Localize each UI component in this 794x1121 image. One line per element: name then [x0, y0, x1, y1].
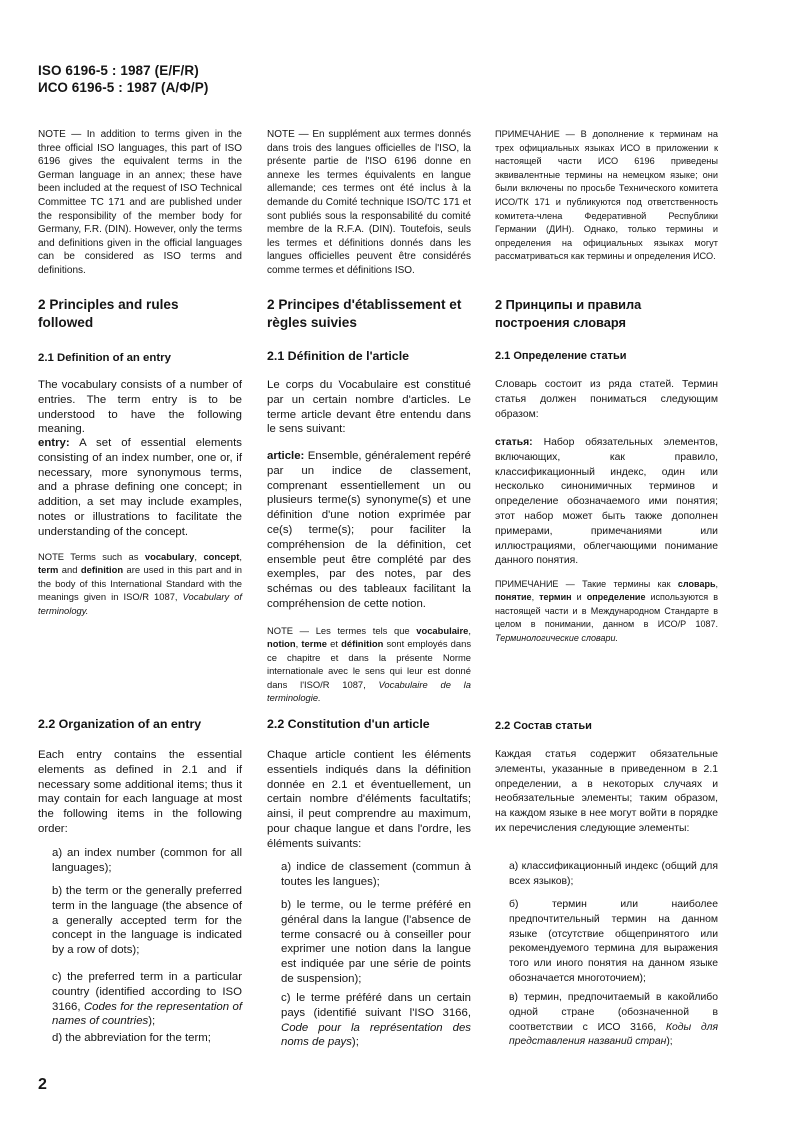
section-2-1-heading: 2.1 Définition de l'article: [267, 349, 410, 363]
section-2-heading: 2 Principes d'établissement et règles suivies: [267, 297, 462, 330]
terminology-note: NOTE Terms such as vocabulary, concept, term and definition are used in this part and in the body of this International Standard with the meanings given in ISO/R 1087, Vocabulary of terminology.: [38, 551, 243, 616]
intro-note: ПРИМЕЧАНИЕ — В дополнение к терминам на трех официальных языках ИСО в приложении к настоящей части ИСО 6196 приведены эквивалентные термины на немецком языке; они были включены по просьбе Технического комитета ИСО/ТК 171 и публикуются под ответственность комитета-члена Федеративной Республики Германии (ДИН). Однако, только термины и определения на официальных языках могут рассматриваться как термины и определения ИСО.: [495, 129, 718, 262]
list-item: а) классификационный индекс (общий для всех языков);: [509, 861, 718, 887]
entry-definition: entry: A set of essential elements consisting of an index number, one or, if necessary, more synonymous terms, and a phrase defining one concept; in addition, a set may include examples, notes or illustrations to facilitate the understanding of the concept.: [38, 437, 242, 538]
defined-term: entry:: [38, 437, 70, 449]
section-2-2-paragraph: Chaque article contient les éléments essentiels indiqués dans la définition donnée en 2.1 et éventuellement, un certain nombre d'éléments facultatifs; ainsi, il peut comprendre au maximum, pour chaque langue et dans l'ordre, les éléments suivants:: [267, 749, 471, 850]
section-2-heading: 2 Принципы и правила построения словаря: [495, 297, 642, 330]
header-standard-number: ISO 6196-5 : 1987 (E/F/R): [38, 63, 199, 78]
section-2-2-paragraph: Каждая статья содержит обязательные элементы, указанные в приведенном в 2.1 определении, а в некоторых случаях и необязательные элементы; таким образом, на каждом языке в нее могут войти в порядке их перечисления следующие элементы:: [495, 749, 718, 834]
list-item: c) le terme préféré dans un certain pays (identifié suivant l'ISO 3166, Code pour la représentation des noms de pays);: [281, 992, 471, 1049]
list-item: c) the preferred term in a particular country (identified according to ISO 3166, Codes for the representation of names of countries);: [52, 971, 242, 1028]
section-2-2-paragraph: Each entry contains the essential elements as defined in 2.1 and if necessary some additional items; thus it may contain for each language at most the following items in the following order:: [38, 749, 242, 835]
section-2-1-paragraph: Le corps du Vocabulaire est constitué par un certain nombre d'articles. Le terme article devant être entendu dans le sens suivant:: [267, 379, 471, 436]
section-2-2-heading: 2.2 Состав статьи: [495, 720, 592, 732]
section-2-2-heading: 2.2 Constitution d'un article: [267, 717, 430, 731]
list-item: b) the term or the generally preferred term in the language (the absence of a generally accepted term for the concept in the language is indicated by a row of dots);: [52, 885, 242, 957]
page-number: 2: [38, 1076, 47, 1093]
list-item: d) the abbreviation for the term;: [52, 1032, 211, 1044]
section-2-1-heading: 2.1 Definition of an entry: [38, 352, 171, 364]
intro-note: NOTE — En supplément aux termes donnés dans trois des langues officielles de l'ISO, la présente partie de l'ISO 6196 donne en annexe les termes équivalents en langue allemande; ces termes ont été inclus à la demande du Comité technique ISO/TC 171 et sont publiés sous la responsabilité du comité membre de la R.F.A. (DIN). Toutefois, seuls les termes et définitions donnés dans les langues officielles peuvent être considérés comme termes et définitions ISO.: [267, 129, 471, 276]
section-2-1-paragraph: The vocabulary consists of a number of entries. The term entry is to be understood to have the following meaning.: [38, 379, 242, 436]
list-item: a) indice de classement (commun à toutes les langues);: [281, 861, 471, 888]
document-header: [38, 62, 208, 96]
list-item: б) термин или наиболее предпочтительный термин на данном языке (отсутствие общепринятого или рекомендуемого термина для выражения того или иного понятия на данном языке обозначается многоточием);: [509, 899, 718, 984]
list-item: в) термин, предпочитаемый в какойлибо одной стране (обозначенной в соответствии с ИСО 3166, Коды для представления названий стран);: [509, 992, 718, 1048]
intro-note: NOTE — In addition to terms given in the three official ISO languages, this part of ISO 6196 gives the equivalent terms in the German language in an annex; these have been included at the request of ISO Technical Committee TC 171 and are published under the responsibility of the member body for Germany, F.R. (DIN). However, only the terms and definitions given in the official languages can be considered as ISO terms and definitions.: [38, 129, 242, 276]
entry-definition: article: Ensemble, généralement repéré par un indice de classement, comprenant essentiellement un ou plusieurs terme(s) synonyme(s) et une définition d'une notion exprimée par ce(s) terme(s); pour faciliter la compréhension de la définition, cet ensemble peut être complété par des exemples, par des notes, par des schémas ou des tableaux facilitant la compréhension de cette notion.: [267, 450, 471, 610]
header-standard-number-russian: ИСО 6196-5 : 1987 (А/Ф/Р): [38, 80, 209, 95]
terminology-note: ПРИМЕЧАНИЕ — Такие термины как словарь, понятие, термин и определение используются в настоящей части и в Международном Стандарте в целом в понимании, данном в ИСО/Р 1087. Терминологические словари.: [495, 579, 718, 643]
defined-term: article:: [267, 450, 305, 462]
section-2-heading: 2 Principles and rules followed: [38, 297, 179, 330]
list-item: b) le terme, ou le terme préféré en général dans la langue (l'absence de terme consacré ou à conseiller pour exprimer une notion dans la langue est indiquée par une série de points de suspension);: [281, 899, 471, 985]
section-2-1-paragraph: Словарь состоит из ряда статей. Термин статья должен пониматься следующим образом:: [495, 379, 718, 420]
defined-term: статья:: [495, 437, 533, 448]
entry-definition: статья: Набор обязательных элементов, включающих, как правило, классификационный индекс, один или несколько синонимичных терминов и определение обозначаемого ими понятия; этот набор может быть также дополнен примерами, примечаниями или иллюстрациями, облегчающими понимание данного понятия.: [495, 437, 718, 567]
list-item: a) an index number (common for all languages);: [52, 847, 242, 874]
section-2-1-heading: 2.1 Определение статьи: [495, 350, 627, 362]
section-2-2-heading: 2.2 Organization of an entry: [38, 717, 202, 731]
terminology-note: NOTE — Les termes tels que vocabulaire, notion, terme et définition sont employés dans ce chapitre et dans la présente Norme internationale avec le sens qui leur est donné dans l'ISO/R 1087, Vocabulaire de la terminologie.: [267, 625, 472, 704]
